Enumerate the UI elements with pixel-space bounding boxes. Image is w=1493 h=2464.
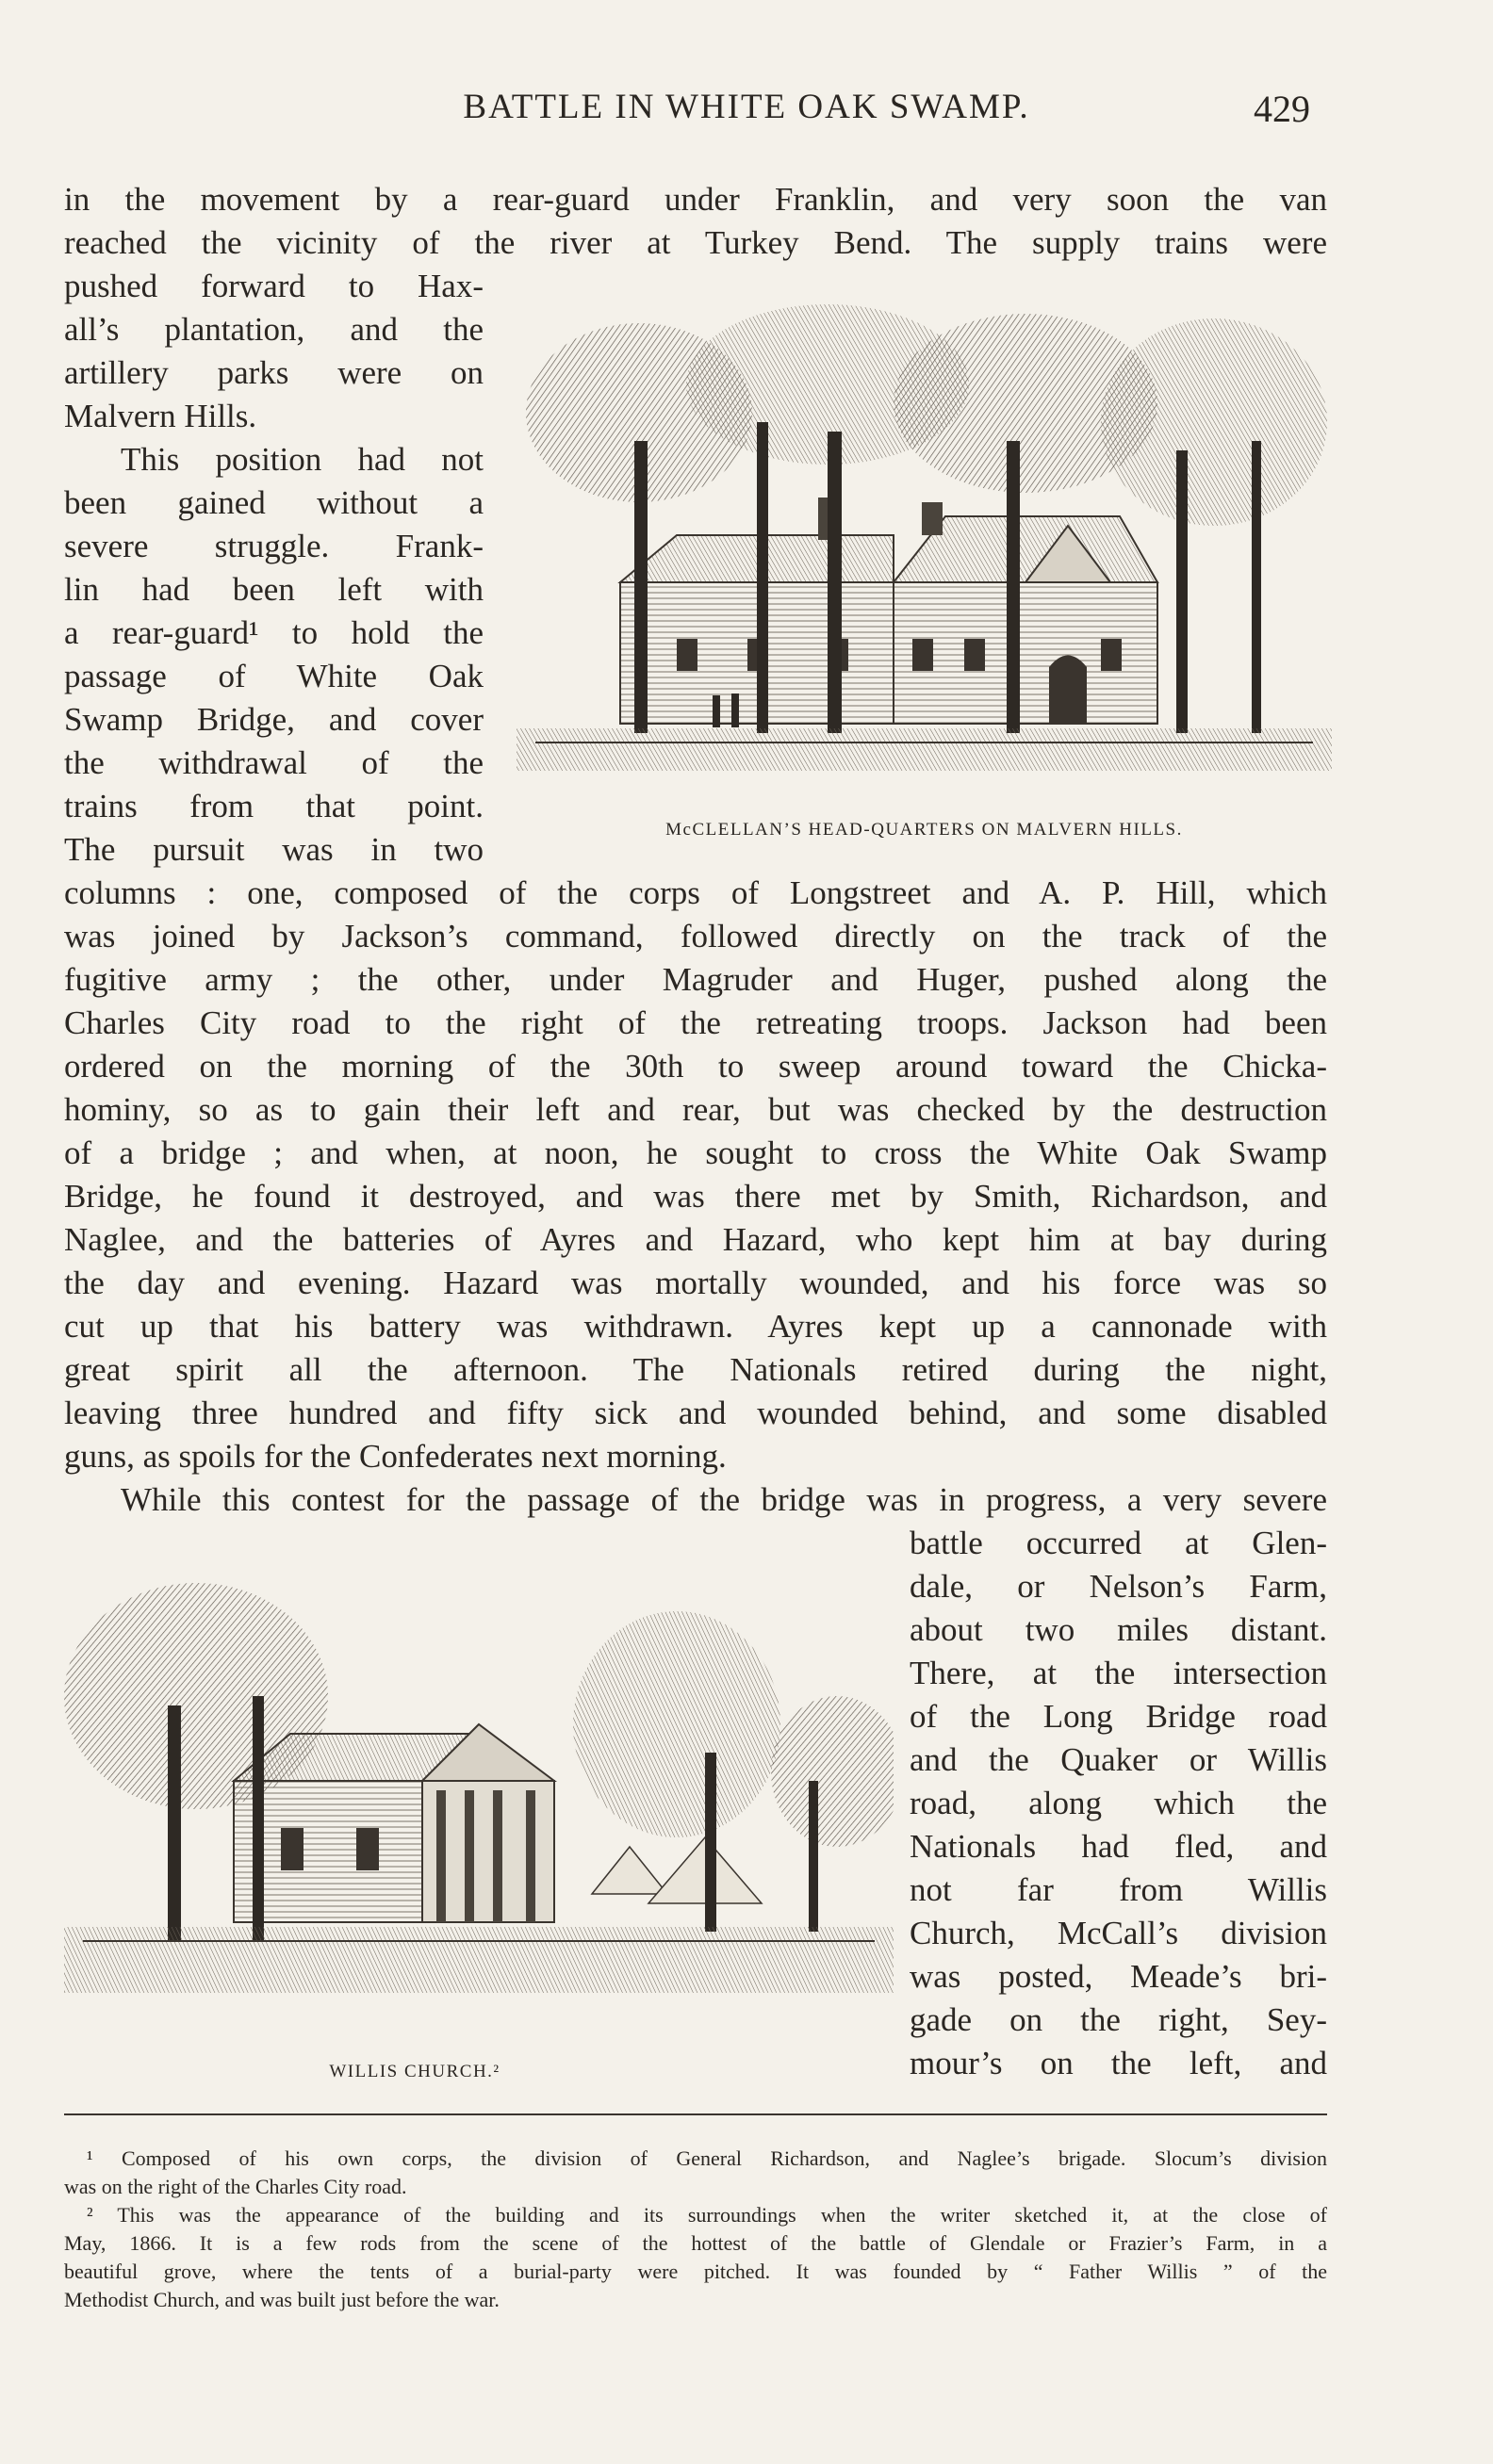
illustration-mcclellan-headquarters — [517, 300, 1332, 799]
footnote-line: beautiful grove, where the tents of a burial-party were pitched. It was founded by “ Father Willis ” of the — [64, 2260, 1327, 2283]
body-line: trains from that point. — [64, 788, 484, 824]
footnote-line: ² This was the appearance of the building and its surroundings when the writer sketched it, at the close of — [87, 2203, 1327, 2227]
body-line: was joined by Jackson’s command, followed directly on the track of the — [64, 918, 1327, 955]
body-line: been gained without a — [64, 484, 484, 521]
body-line: about two miles distant. — [910, 1611, 1327, 1648]
body-line: Church, McCall’s division — [910, 1915, 1327, 1951]
body-line: columns : one, composed of the corps of Longstreet and A. P. Hill, which — [64, 874, 1327, 911]
headquarters-engraving — [517, 300, 1332, 799]
body-line: Charles City road to the right of the retreating troops. Jackson had been — [64, 1004, 1327, 1041]
body-line: the withdrawal of the — [64, 744, 484, 781]
body-line: all’s plantation, and the — [64, 311, 484, 348]
church-engraving — [64, 1545, 894, 2035]
footnote-line: was on the right of the Charles City road. — [64, 2175, 407, 2198]
body-line: dale, or Nelson’s Farm, — [910, 1568, 1327, 1605]
body-line: battle occurred at Glen- — [910, 1525, 1327, 1561]
body-line: This position had not — [121, 441, 484, 478]
body-line: hominy, so as to gain their left and rear, but was checked by the destruction — [64, 1091, 1327, 1128]
body-line: in the movement by a rear-guard under Franklin, and very soon the van — [64, 181, 1327, 218]
figure-caption: McCLELLAN’S HEAD-QUARTERS ON MALVERN HILLS. — [665, 820, 1183, 840]
body-line: of the Long Bridge road — [910, 1698, 1327, 1735]
figure-caption: WILLIS CHURCH.² — [329, 2062, 500, 2081]
body-line: lin had been left with — [64, 571, 484, 608]
illustration-willis-church — [64, 1545, 894, 2035]
footnote-line: ¹ Composed of his own corps, the division of General Richardson, and Naglee’s brigade. Slocum’s division — [87, 2146, 1327, 2170]
body-line: road, along which the — [910, 1785, 1327, 1821]
body-line: leaving three hundred and fifty sick and wounded behind, and some disabled — [64, 1395, 1327, 1431]
body-line: ordered on the morning of the 30th to sweep around toward the Chicka- — [64, 1048, 1327, 1085]
body-line: the day and evening. Hazard was mortally wounded, and his force was so — [64, 1265, 1327, 1301]
body-line: severe struggle. Frank- — [64, 528, 484, 564]
running-header-title: BATTLE IN WHITE OAK SWAMP. — [463, 88, 1030, 126]
body-line: fugitive army ; the other, under Magruder and Huger, pushed along the — [64, 961, 1327, 998]
body-line: Nationals had fled, and — [910, 1828, 1327, 1865]
body-line: gade on the right, Sey- — [910, 2001, 1327, 2038]
body-line: Naglee, and the batteries of Ayres and Hazard, who kept him at bay during — [64, 1221, 1327, 1258]
body-line: a rear-guard¹ to hold the — [64, 614, 484, 651]
body-line: Malvern Hills. — [64, 398, 257, 434]
body-line: passage of White Oak — [64, 658, 484, 694]
body-line: of a bridge ; and when, at noon, he sought to cross the White Oak Swamp — [64, 1134, 1327, 1171]
body-line: great spirit all the afternoon. The Nationals retired during the night, — [64, 1351, 1327, 1388]
body-line: There, at the intersection — [910, 1655, 1327, 1691]
body-line: was posted, Meade’s bri- — [910, 1958, 1327, 1995]
body-line: mour’s on the left, and — [910, 2045, 1327, 2081]
footnote-line: Methodist Church, and was built just before the war. — [64, 2288, 500, 2311]
body-line: pushed forward to Hax- — [64, 268, 484, 304]
body-line: cut up that his battery was withdrawn. Ayres kept up a cannonade with — [64, 1308, 1327, 1345]
body-line: Swamp Bridge, and cover — [64, 701, 484, 738]
body-line: reached the vicinity of the river at Turkey Bend. The supply trains were — [64, 224, 1327, 261]
body-line: The pursuit was in two — [64, 831, 484, 868]
footnote-rule — [64, 2113, 1327, 2115]
body-line: and the Quaker or Willis — [910, 1741, 1327, 1778]
page-number: 429 — [1254, 88, 1310, 130]
body-line: Bridge, he found it destroyed, and was there met by Smith, Richardson, and — [64, 1178, 1327, 1215]
body-line: While this contest for the passage of the bridge was in progress, a very severe — [121, 1481, 1327, 1518]
footnote-line: May, 1866. It is a few rods from the scene of the hottest of the battle of Glendale or Frazier’s Farm, in a — [64, 2231, 1327, 2255]
body-line: not far from Willis — [910, 1871, 1327, 1908]
body-line: guns, as spoils for the Confederates next morning. — [64, 1438, 727, 1475]
body-line: artillery parks were on — [64, 354, 484, 391]
